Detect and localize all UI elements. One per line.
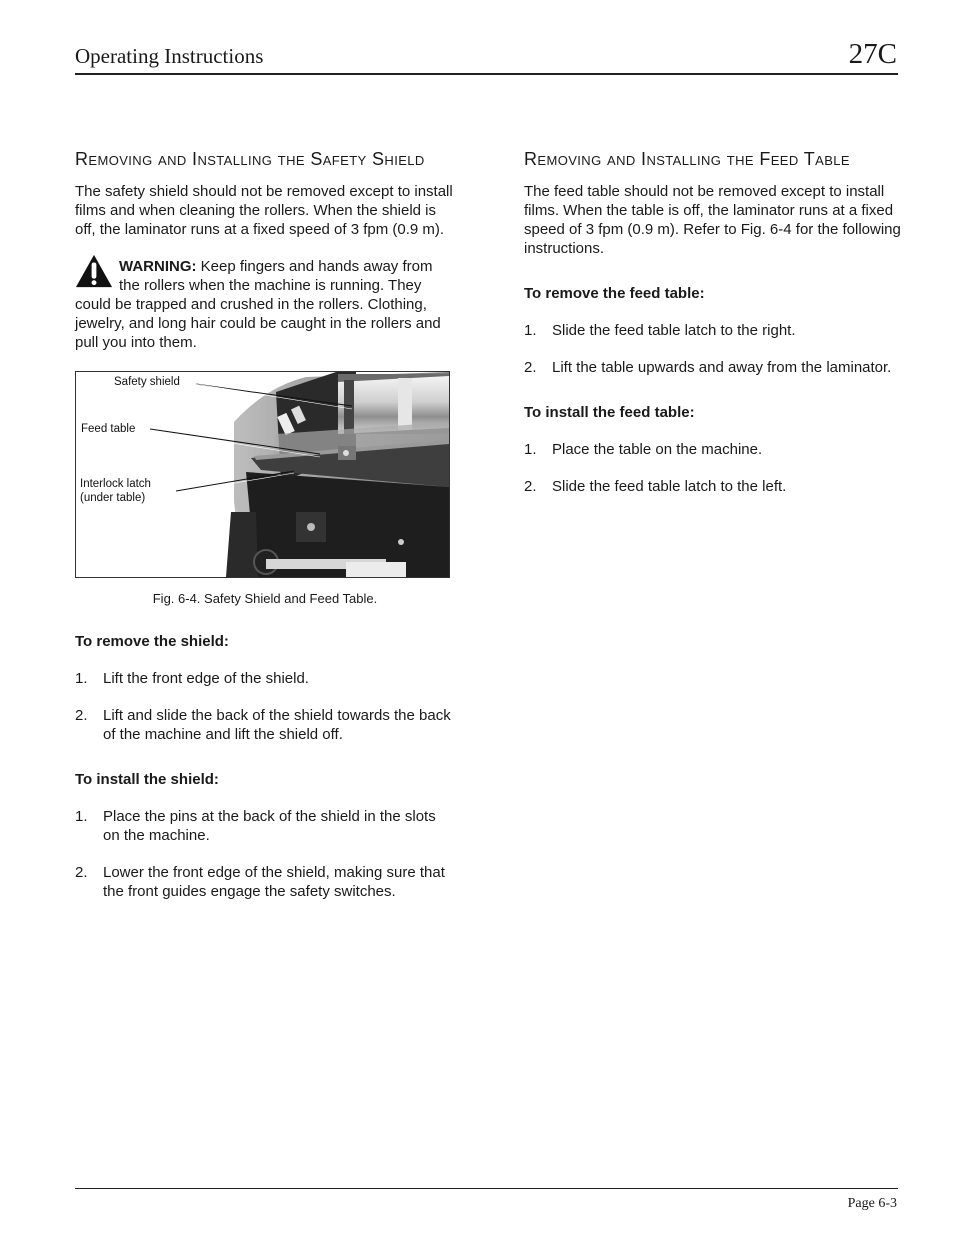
figure-caption: Fig. 6-4. Safety Shield and Feed Table. [152, 591, 378, 606]
label-interlock-latch [80, 477, 151, 505]
label-interlock-line-1: Interlock latch [80, 478, 151, 490]
figure-leader-lines [76, 372, 449, 577]
list-item [75, 669, 455, 688]
warning-text [75, 257, 455, 352]
step-text: Lift the table upwards and away from the laminator. [552, 359, 892, 376]
step-number: 1. [75, 808, 88, 825]
safety-shield-intro: The safety shield should not be removed except to install films and when cleaning the rollers. When the shield is off, the laminator runs at a fixed speed of 3 fpm (0.9 m). [75, 183, 453, 238]
page-number: Page 6-3 [847, 1196, 897, 1211]
list-item [75, 863, 455, 901]
step-number: 1. [524, 441, 537, 458]
list-item [524, 321, 902, 340]
footer-rule [75, 1188, 898, 1189]
step-text: Lift and slide the back of the shield towards the back of the machine and lift the shield off. [103, 707, 451, 743]
step-text: Lower the front edge of the shield, making sure that the front guides engage the safety switches. [103, 864, 445, 900]
step-text: Place the table on the machine. [552, 441, 763, 458]
right-column [524, 145, 902, 496]
step-number: 2. [524, 478, 537, 495]
step-number: 2. [524, 359, 537, 376]
step-number: 2. [75, 864, 88, 881]
feed-table-intro: The feed table should not be removed except to install films. When the table is off, the laminator runs at a fixed speed of 3 fpm (0.9 m). Refer to Fig. 6-4 for the following instructions. [524, 183, 901, 257]
step-text: Lift the front edge of the shield. [103, 670, 309, 687]
list-item [524, 477, 902, 496]
warning-body: Keep fingers and hands away from the rollers when the machine is running. They could be trapped and crushed in the rollers. Clothing, jewelry, and long hair could be caught in the rollers and pull you into them. [75, 258, 441, 351]
step-number: 1. [524, 322, 537, 339]
header-title: Operating Instructions [75, 44, 264, 68]
list-item [524, 358, 902, 377]
remove-feed-table-heading: To remove the feed table: [524, 285, 705, 302]
header-rule [75, 73, 898, 75]
list-item [75, 807, 455, 845]
label-interlock-line-2: (under table) [80, 492, 146, 504]
warning-triangle-icon [75, 253, 113, 289]
step-text: Slide the feed table latch to the right. [552, 322, 796, 339]
left-column [75, 145, 455, 901]
step-text: Place the pins at the back of the shield in the slots on the machine. [103, 808, 436, 844]
install-feed-table-heading: To install the feed table: [524, 404, 695, 421]
label-feed-table: Feed table [81, 423, 136, 435]
header-model: 27C [848, 38, 897, 70]
remove-feed-table-steps [524, 321, 902, 377]
install-shield-heading: To install the shield: [75, 771, 219, 788]
remove-shield-steps [75, 669, 455, 744]
install-shield-steps [75, 807, 455, 901]
install-feed-table-steps [524, 440, 902, 496]
remove-shield-heading: To remove the shield: [75, 633, 229, 650]
feed-table-section-title: Removing and Installing the Feed Table [524, 149, 850, 169]
warning-label: WARNING: [119, 258, 197, 275]
step-number: 1. [75, 670, 88, 687]
figure-safety-shield-feed-table [75, 371, 450, 578]
list-item [75, 706, 455, 744]
step-number: 2. [75, 707, 88, 724]
warning-block [75, 257, 455, 352]
step-text: Slide the feed table latch to the left. [552, 478, 787, 495]
list-item [524, 440, 902, 459]
label-safety-shield: Safety shield [114, 376, 180, 388]
safety-shield-section-title: Removing and Installing the Safety Shield [75, 149, 425, 169]
